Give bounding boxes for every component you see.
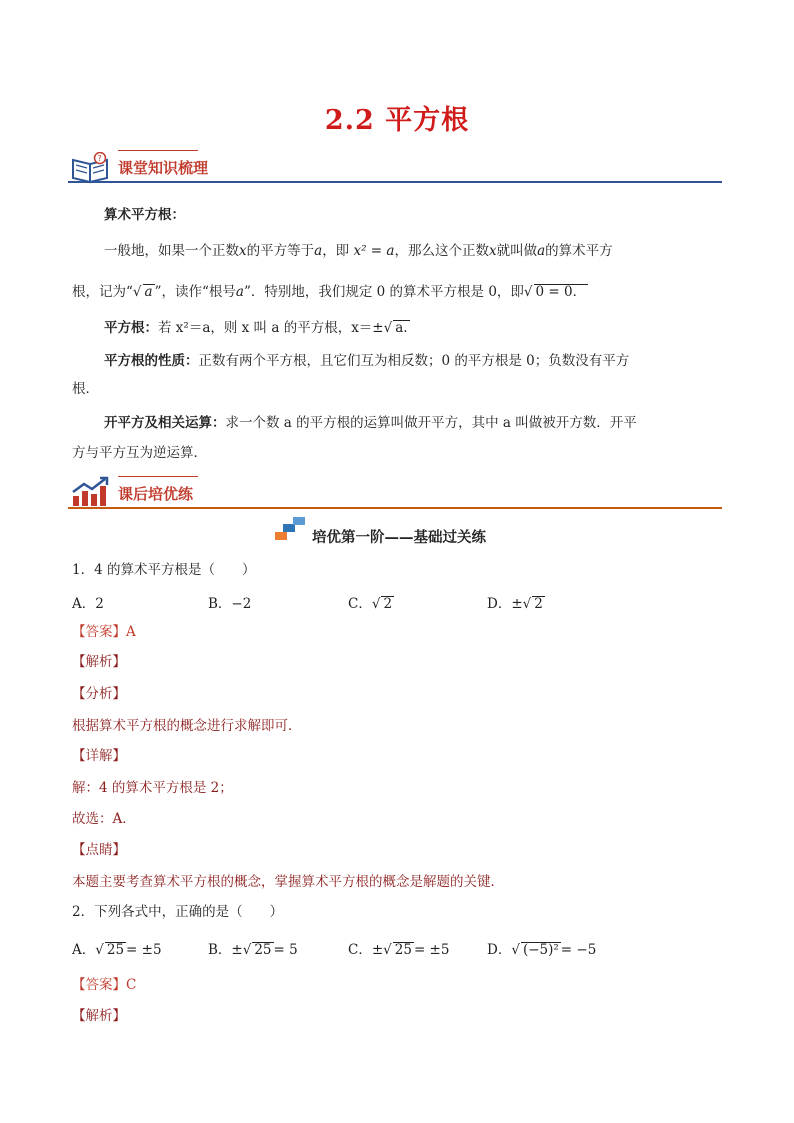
q2-jiexi-label: 【解析】 (72, 1008, 126, 1024)
q1-tip-label: 【点睛】 (72, 842, 126, 858)
q1-option-d: D．±√ 2 (487, 596, 543, 612)
section-header-knowledge (68, 150, 722, 192)
book-icon (70, 152, 112, 184)
property-line-2: 根． (72, 381, 99, 397)
operation-line-2: 方与平方互为逆运算． (72, 445, 207, 461)
page-title: 2.2 平方根 (324, 105, 470, 136)
q1-option-b: B．−2 (208, 596, 252, 612)
stairs-icon (273, 516, 307, 542)
q1-option-c: C．√ 2 (348, 596, 393, 612)
q2-answer: 【答案】C (72, 977, 137, 993)
q1-fenxi-text: 根据算术平方根的概念进行求解即可． (72, 718, 302, 734)
q1-fenxi-label: 【分析】 (72, 686, 126, 702)
q1-solution-line-1: 解：4 的算术平方根是 2； (72, 780, 233, 796)
q1-answer: 【答案】A (72, 624, 136, 640)
q1-solution-line-2: 故选：A． (72, 811, 136, 827)
property-line-1: 平方根的性质：正数有两个平方根，且它们互为相反数；0 的平方根是 0；负数没有平方 (104, 353, 630, 369)
question-2-stem: 2．下列各式中，正确的是（ ） (72, 904, 284, 920)
definition-line-1: 一般地，如果一个正数x的平方等于a，即 x² = a，那么这个正数x就叫做a的算术平方 (104, 243, 613, 259)
q1-tip-text: 本题主要考查算术平方根的概念，掌握算术平方根的概念是解题的关键． (72, 874, 504, 890)
svg-text:?: ? (97, 154, 102, 163)
section-label: 课后培优练 (118, 485, 194, 503)
q1-detail-label: 【详解】 (72, 748, 126, 764)
header-rule (68, 181, 722, 183)
q2-option-c: C．±√ 25 = ±5 (348, 942, 450, 958)
q2-option-a: A．√ 25 = ±5 (72, 942, 162, 958)
operation-line-1: 开平方及相关运算：求一个数 a 的平方根的运算叫做开平方，其中 a 叫做被开方数．开平 (104, 415, 637, 431)
header-top-line (118, 150, 198, 151)
stage-title: 培优第一阶——基础过关练 (312, 529, 486, 546)
q1-option-a: A．2 (72, 596, 104, 612)
header-top-line (118, 476, 198, 477)
growth-chart-icon (70, 476, 110, 508)
section-label: 课堂知识梳理 (118, 159, 209, 177)
q1-jiexi-label: 【解析】 (72, 654, 126, 670)
definition-line-2: 根，记为“√ a ”，读作“根号a”．特别地，我们规定 0 的算术平方根是 0，即√ 0 = 0． (72, 284, 587, 300)
square-root-definition: 平方根：若 x²＝a，则 x 叫 a 的平方根，x＝±√ a. (104, 320, 408, 336)
q2-option-d: D．√ (−5)² = −5 (487, 942, 597, 958)
header-rule (68, 507, 722, 509)
question-1-stem: 1．4 的算术平方根是（ ） (72, 562, 256, 578)
section-header-practice (68, 476, 722, 518)
arith-root-heading: 算术平方根： (104, 207, 185, 223)
q2-option-b: B．±√ 25 = 5 (208, 942, 298, 958)
